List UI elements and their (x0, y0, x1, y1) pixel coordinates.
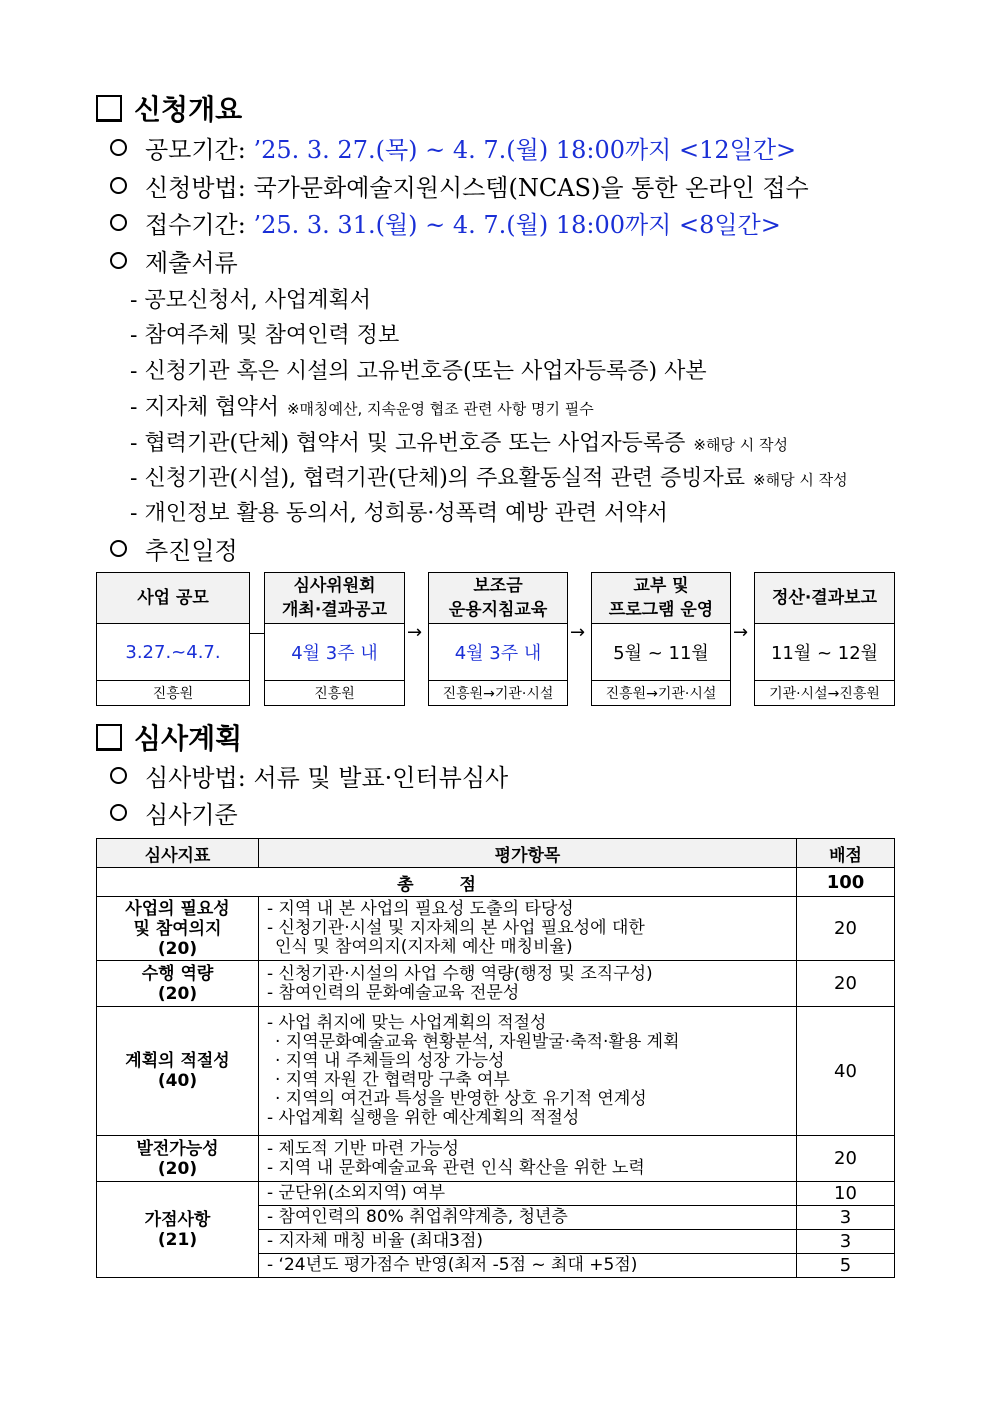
indicator-line: 사업의 필요성 (125, 898, 230, 919)
arrow-right-icon: → (407, 622, 423, 643)
header-items: 평가항목 (259, 839, 797, 868)
schedule-head: 개최·결과공고 (282, 600, 387, 620)
doc-text: 참여주체 및 참여인력 정보 (144, 323, 400, 348)
section-title-review (96, 717, 242, 757)
schedule-step (754, 572, 895, 706)
table-row (97, 961, 895, 1007)
section-title-text: 심사계획 (134, 722, 243, 755)
schedule-step (428, 572, 568, 706)
score-cell: 10 (797, 1182, 895, 1206)
schedule-period: 4월 3주 내 (429, 624, 567, 681)
bullet-label: 추진일정 (145, 537, 238, 565)
doc-item: - 공모신청서, 사업계획서 (130, 288, 371, 313)
doc-text: 공모신청서, 사업계획서 (144, 288, 371, 313)
indicator-line: 계획의 적절성 (125, 1051, 230, 1071)
header-indicator: 심사지표 (97, 839, 259, 868)
schedule-step (591, 572, 731, 706)
arrow-right-icon: → (733, 622, 749, 643)
doc-text: 신청기관(시설), 협력기관(단체)의 주요활동실적 관련 증빙자료 (144, 466, 746, 491)
schedule-period: 3.27.~4.7. (97, 624, 249, 681)
schedule-head: 교부 및 (633, 576, 689, 596)
circle-bullet-icon (110, 214, 127, 231)
schedule-org: 기관·시설→진흥원 (769, 686, 880, 702)
table-row-total (97, 868, 895, 897)
item-line: · 지역 자원 간 협력망 구축 여부 (275, 1070, 510, 1090)
doc-item: - 지자체 협약서 ※매칭예산, 지속운영 협조 관련 사항 명기 필수 (130, 395, 594, 420)
item-line: - 사업계획 실행을 위한 예산계획의 적절성 (267, 1108, 580, 1128)
indicator-line: (21) (157, 1229, 198, 1250)
schedule-org: 진흥원→기관·시설 (442, 686, 554, 702)
items-cell (259, 961, 797, 1007)
table-row (97, 1136, 895, 1182)
bullet-documents (110, 243, 238, 278)
doc-note: ※해당 시 작성 (753, 471, 848, 489)
bullet-label: 접수기간: (145, 211, 246, 239)
schedule-head: 정산·결과보고 (772, 588, 877, 608)
items-cell (259, 1007, 797, 1136)
schedule-step (264, 572, 405, 706)
indicator-cell (97, 897, 259, 961)
bullet-apply-method (110, 168, 809, 203)
indicator-line: 가점사항 (144, 1209, 211, 1230)
connector-line (250, 633, 264, 634)
table-header-row (97, 839, 895, 868)
bullet-label: 공모기간: (145, 136, 246, 164)
item-line: - 지역 내 문화예술교육 관련 인식 확산을 위한 노력 (267, 1157, 645, 1178)
bonus-item: - 참여인력의 80% 취업취약계층, 청년층 (259, 1206, 797, 1230)
schedule-period: 5월 ~ 11월 (592, 624, 730, 681)
items-cell (259, 897, 797, 961)
bullet-value: ’25. 3. 27.(목) ~ 4. 7.(월) 18:00까지 <12일간> (253, 136, 797, 164)
header-score: 배점 (797, 839, 895, 868)
doc-item: - 신청기관 혹은 시설의 고유번호증(또는 사업자등록증) 사본 (130, 359, 707, 384)
doc-item: - 참여주체 및 참여인력 정보 (130, 323, 400, 348)
indicator-cell (97, 1182, 259, 1278)
table-row (97, 1007, 895, 1136)
bullet-label: 신청방법: (145, 174, 246, 202)
total-value: 100 (797, 868, 895, 897)
bullet-value: ’25. 3. 31.(월) ~ 4. 7.(월) 18:00까지 <8일간> (253, 211, 781, 239)
schedule-head: 운용지침교육 (448, 600, 548, 620)
item-line: · 지역 내 주체들의 성장 가능성 (275, 1051, 505, 1071)
circle-bullet-icon (110, 804, 127, 821)
bullet-value: 국가문화예술지원시스템(NCAS)을 통한 온라인 접수 (253, 174, 809, 202)
score-cell: 5 (797, 1254, 895, 1278)
bonus-item: - 군단위(소외지역) 여부 (259, 1182, 797, 1206)
bonus-item: - 지자체 매칭 비율 (최대3점) (259, 1230, 797, 1254)
section-title-text: 신청개요 (134, 93, 243, 126)
schedule-org: 진흥원 (152, 686, 194, 702)
score-cell: 20 (797, 1136, 895, 1182)
item-line: - 참여인력의 문화예술교육 전문성 (267, 982, 520, 1003)
schedule-head: 사업 공모 (137, 588, 209, 608)
circle-bullet-icon (110, 139, 127, 156)
bullet-review-method (110, 758, 508, 793)
indicator-line: (20) (157, 938, 198, 959)
circle-bullet-icon (110, 540, 127, 557)
item-line: - 제도적 기반 마련 가능성 (267, 1138, 459, 1159)
items-cell (259, 1136, 797, 1182)
indicator-line: 발전가능성 (136, 1138, 219, 1159)
schedule-head: 보조금 (473, 576, 523, 596)
indicator-line: 수행 역량 (141, 963, 214, 984)
indicator-cell (97, 961, 259, 1007)
item-line: - 지역 내 본 사업의 필요성 도출의 타당성 (267, 899, 574, 919)
arrow-right-icon: → (570, 622, 586, 643)
schedule-org: 진흥원→기관·시설 (605, 686, 717, 702)
bullet-label: 심사기준 (145, 801, 238, 829)
item-line: · 지역문화예술교육 현황분석, 자원발굴·축적·활용 계획 (275, 1032, 680, 1052)
doc-item: - 개인정보 활용 동의서, 성희롱·성폭력 예방 관련 서약서 (130, 501, 668, 526)
table-row-bonus (97, 1182, 895, 1206)
table-row (97, 897, 895, 961)
bullet-recruit-period (110, 130, 796, 165)
schedule-head: 프로그램 운영 (608, 600, 714, 620)
score-cell: 3 (797, 1230, 895, 1254)
item-line: - 사업 취지에 맞는 사업계획의 적절성 (267, 1013, 547, 1033)
schedule-step (96, 572, 250, 706)
indicator-line: 및 참여의지 (133, 918, 222, 939)
bullet-receipt-period (110, 205, 781, 240)
schedule-period: 4월 3주 내 (265, 624, 404, 681)
doc-text: 협력기관(단체) 협약서 및 고유번호증 또는 사업자등록증 (144, 431, 686, 456)
score-cell: 20 (797, 961, 895, 1007)
bullet-value: 서류 및 발표·인터뷰심사 (253, 764, 509, 792)
item-line: - 신청기관·시설의 사업 수행 역량(행정 및 조직구성) (267, 963, 653, 984)
doc-note: ※해당 시 작성 (693, 436, 788, 454)
doc-text: 개인정보 활용 동의서, 성희롱·성폭력 예방 관련 서약서 (144, 501, 668, 526)
doc-text: 지자체 협약서 (144, 395, 279, 420)
score-cell: 40 (797, 1007, 895, 1136)
doc-item: - 협력기관(단체) 협약서 및 고유번호증 또는 사업자등록증 ※해당 시 작성 (130, 431, 788, 456)
doc-note: ※매칭예산, 지속운영 협조 관련 사항 명기 필수 (286, 400, 594, 418)
indicator-line: (20) (157, 1158, 198, 1179)
bullet-label: 제출서류 (145, 249, 238, 277)
schedule-period: 11월 ~ 12월 (755, 624, 894, 681)
indicator-cell (97, 1136, 259, 1182)
score-cell: 3 (797, 1206, 895, 1230)
indicator-line: (20) (157, 983, 198, 1004)
score-cell: 20 (797, 897, 895, 961)
section-title-overview (96, 88, 242, 128)
checkbox-square-icon (96, 724, 122, 751)
doc-item: - 신청기관(시설), 협력기관(단체)의 주요활동실적 관련 증빙자료 ※해당 시 작성 (130, 466, 848, 491)
bullet-schedule (110, 531, 238, 566)
indicator-line: (40) (157, 1071, 198, 1091)
circle-bullet-icon (110, 177, 127, 194)
criteria-table (96, 838, 895, 1278)
checkbox-square-icon (96, 95, 122, 122)
circle-bullet-icon (110, 252, 127, 269)
item-line: 인식 및 참여의지(지자체 예산 매칭비율) (275, 937, 573, 957)
circle-bullet-icon (110, 767, 127, 784)
schedule-org: 진흥원 (314, 686, 355, 702)
bullet-review-criteria (110, 795, 238, 830)
bullet-label: 심사방법: (145, 764, 246, 792)
item-line: - 신청기관·시설 및 지자체의 본 사업 필요성에 대한 (267, 918, 645, 938)
doc-text: 신청기관 혹은 시설의 고유번호증(또는 사업자등록증) 사본 (144, 359, 707, 384)
total-label: 총 점 (97, 868, 797, 897)
schedule-head: 심사위원회 (293, 576, 376, 596)
indicator-cell (97, 1007, 259, 1136)
bonus-item: - ‘24년도 평가점수 반영(최저 -5점 ~ 최대 +5점) (259, 1254, 797, 1278)
item-line: · 지역의 여건과 특성을 반영한 상호 유기적 연계성 (275, 1089, 647, 1109)
